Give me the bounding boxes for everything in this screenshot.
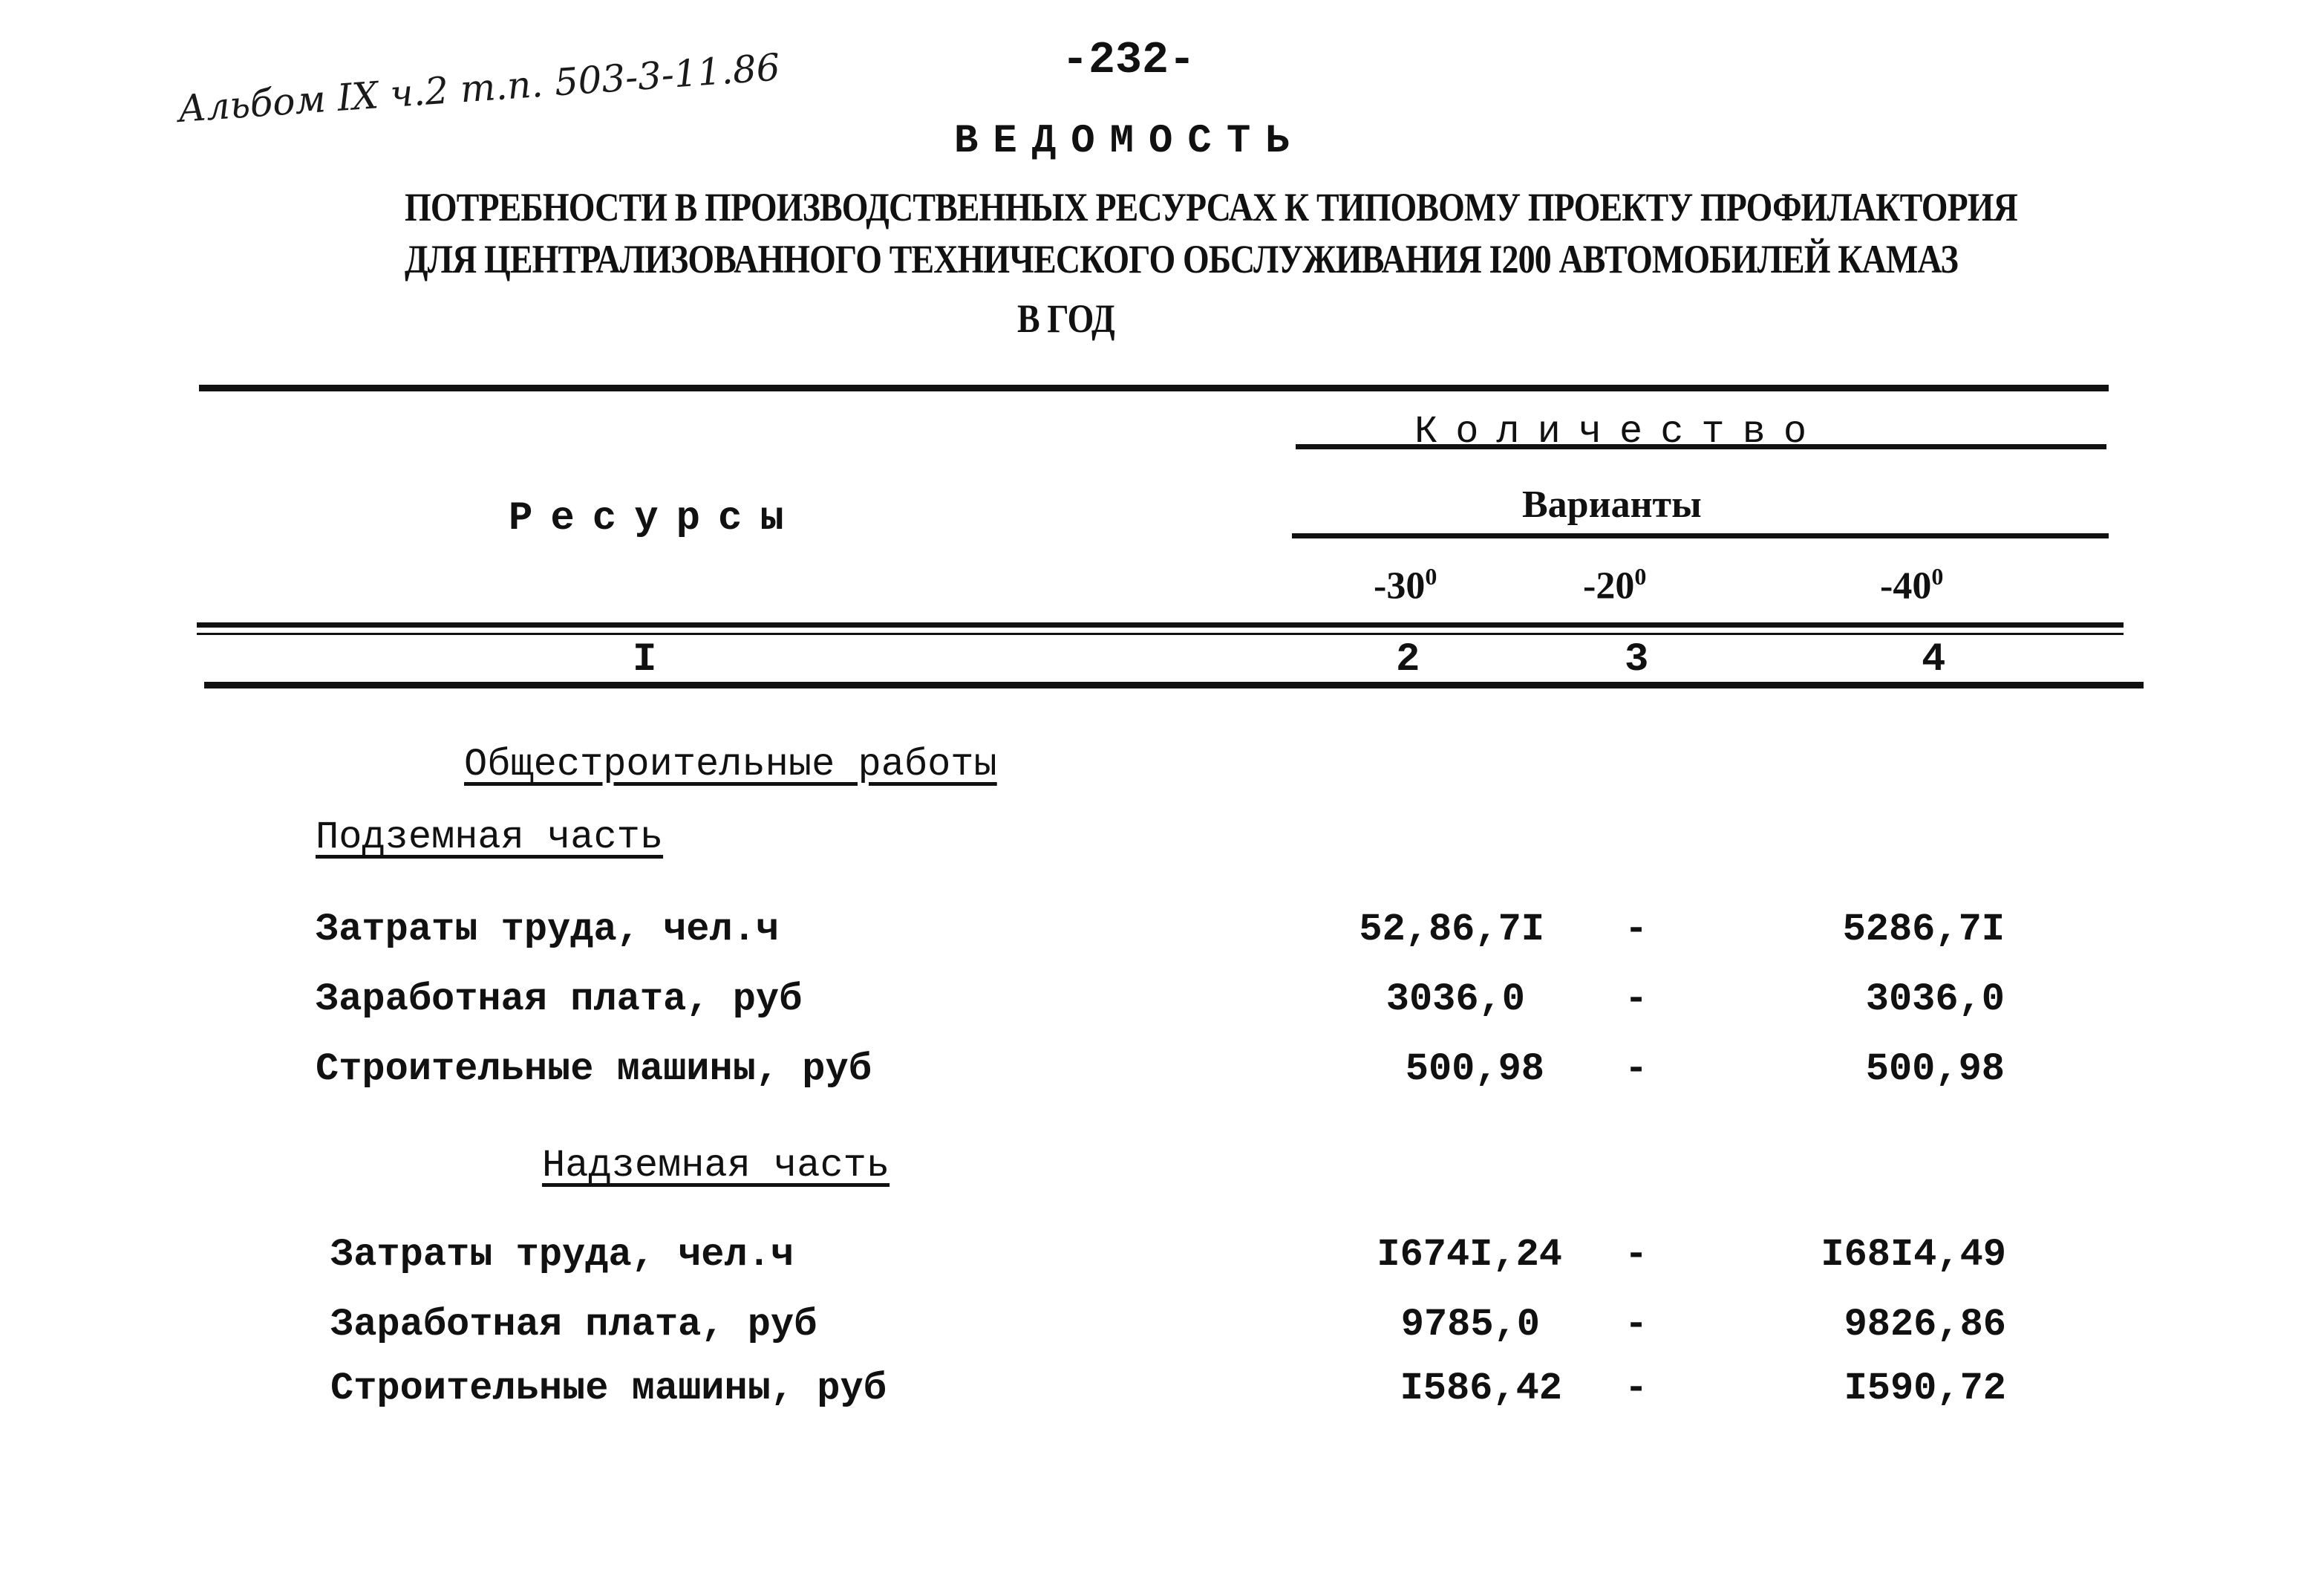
column-number-2: 2 (1396, 637, 1420, 683)
column-number-1: I (633, 637, 657, 683)
page-number: -232- (1062, 36, 1196, 86)
column-numbers-rule (204, 682, 2144, 688)
table-top-rule (199, 385, 2109, 391)
header-resources: Ресурсы (509, 496, 802, 541)
header-bottom-rule-thin (197, 633, 2124, 635)
row-label: Строительные машины, руб (316, 1047, 872, 1091)
row-value-col3: - (1625, 1047, 1648, 1091)
subtitle-line-1: ПОТРЕБНОСТИ В ПРОИЗВОДСТВЕННЫХ РЕСУРСАХ К ТИПОВОМУ ПРОЕКТУ ПРОФИЛАКТОРИЯ (405, 185, 2017, 229)
row-value-col4: I68I4,49 (1821, 1233, 2006, 1277)
row-label: Затраты труда, чел.ч (330, 1233, 794, 1277)
row-value-col3: - (1625, 1367, 1648, 1410)
header-temp-col3: $-20^0$ (1583, 563, 1647, 608)
column-number-3: 3 (1625, 637, 1649, 683)
row-value-col4: I590,72 (1844, 1367, 2006, 1410)
row-label: Заработная плата, руб (330, 1303, 817, 1347)
row-value-col4: 3036,0 (1865, 977, 2005, 1021)
section-general-works: Общестроительные работы (464, 743, 997, 787)
row-value-col3: - (1625, 977, 1648, 1021)
row-value-col2: 52,86,7I (1359, 908, 1544, 951)
row-value-col4: 5286,7I (1842, 908, 2005, 951)
row-value-col3: - (1625, 1233, 1648, 1277)
subtitle-line-2: ДЛЯ ЦЕНТРАЛИЗОВАННОГО ТЕХНИЧЕСКОГО ОБСЛУЖИВАНИЯ I200 АВТОМОБИЛЕЙ КАМАЗ (405, 237, 1958, 281)
header-temp-col2: $-30^0$ (1374, 563, 1437, 608)
document-title: ВЕДОМОСТЬ (954, 119, 1305, 164)
row-value-col3: - (1625, 1303, 1648, 1347)
row-value-col4: 9826,86 (1844, 1303, 2006, 1347)
header-variants: Варианты (1522, 484, 1702, 526)
row-value-col2: 9785,0 (1400, 1303, 1540, 1347)
row-value-col3: - (1625, 908, 1648, 951)
header-bottom-rule (197, 622, 2124, 628)
row-value-col2: 3036,0 (1385, 977, 1525, 1021)
row-label: Строительные машины, руб (330, 1367, 887, 1410)
column-number-4: 4 (1922, 637, 1946, 683)
variants-rule (1292, 533, 2109, 538)
header-quantity: Количество (1414, 410, 1825, 454)
header-temp-col4: $-40^0$ (1880, 563, 1944, 608)
row-value-col2: I586,42 (1400, 1367, 1562, 1410)
section-underground: Подземная часть (316, 815, 664, 859)
subtitle-line-3: В ГОД (1017, 296, 1114, 341)
row-value-col2: I674I,24 (1377, 1233, 1562, 1277)
row-label: Заработная плата, руб (316, 977, 803, 1021)
section-aboveground: Надземная часть (542, 1144, 890, 1188)
handwritten-album-note: Альбом IX ч.2 т.п. 503-3-11.86 (176, 45, 782, 131)
row-label: Затраты труда, чел.ч (316, 908, 780, 951)
row-value-col4: 500,98 (1865, 1047, 2005, 1091)
row-value-col2: 500,98 (1405, 1047, 1544, 1091)
